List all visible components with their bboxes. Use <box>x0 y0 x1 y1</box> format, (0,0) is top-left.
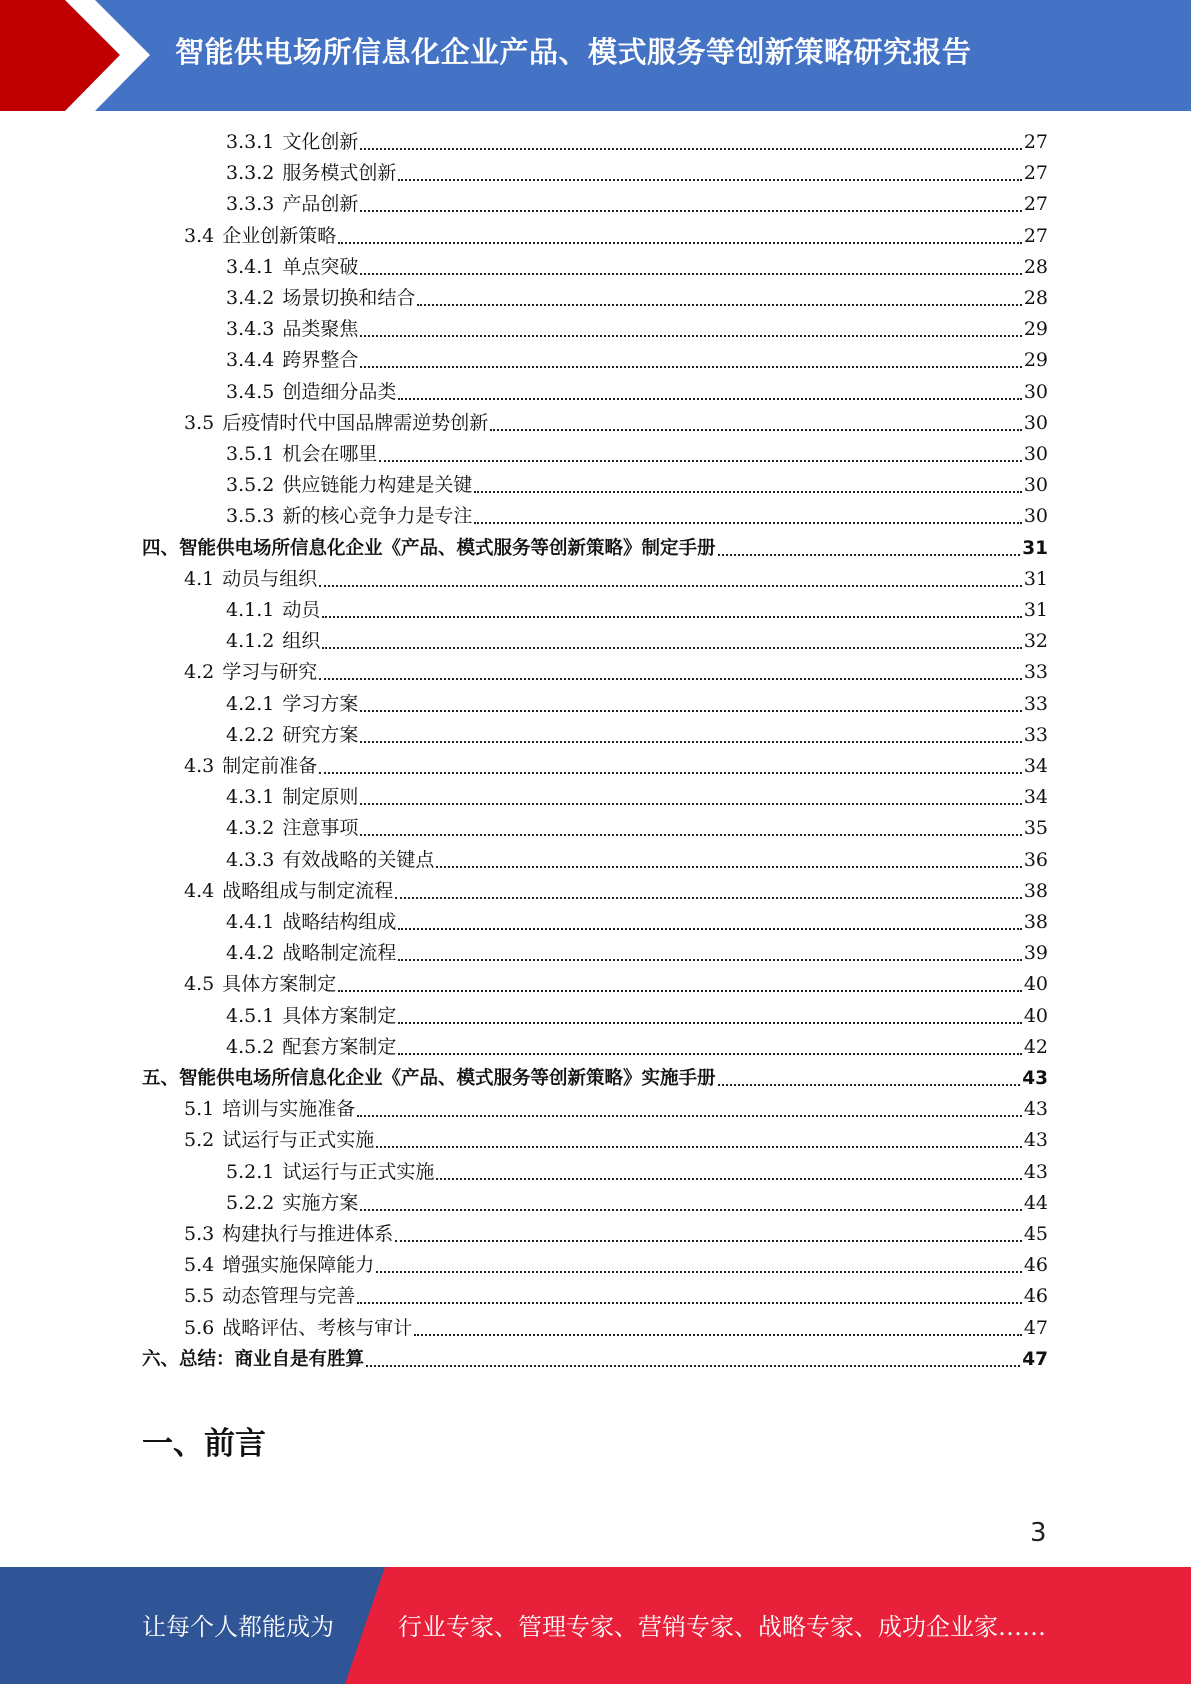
toc-entry-page: 28 <box>1023 255 1048 278</box>
toc-entry-title: 战略组成与制定流程 <box>222 879 394 902</box>
toc-entry-page: 47 <box>1022 1348 1048 1370</box>
toc-entry-number: 4.1.1 <box>226 599 275 621</box>
toc-entry-page: 33 <box>1023 661 1048 684</box>
toc-dot-leader <box>417 304 1021 306</box>
toc-entry-number: 3.3.2 <box>226 162 275 185</box>
toc-entry[interactable] <box>184 969 1048 1000</box>
toc-entry[interactable] <box>226 189 1048 220</box>
toc-entry-number: 3.5 <box>184 411 215 434</box>
toc-entry-title: 战略评估、考核与审计 <box>222 1316 413 1339</box>
toc-dot-leader <box>398 928 1021 930</box>
toc-entry-number: 4.4 <box>184 879 215 902</box>
toc-entry-page: 34 <box>1023 755 1048 777</box>
toc-entry-title: 场景切换和结合 <box>282 287 416 309</box>
toc-entry-title: 学习方案 <box>282 692 359 715</box>
toc-dot-leader <box>338 990 1022 992</box>
toc-entry-number: 3.4.2 <box>226 287 275 309</box>
toc-dot-leader <box>322 616 1021 618</box>
toc-dot-leader <box>322 647 1021 649</box>
toc-entry-title: 构建执行与推进体系 <box>222 1223 394 1245</box>
toc-entry-page: 31 <box>1022 537 1048 559</box>
toc-entry-page: 46 <box>1023 1254 1048 1277</box>
toc-entry[interactable] <box>226 595 1048 626</box>
toc-dot-leader <box>436 866 1021 868</box>
toc-entry-title: 学习与研究 <box>222 661 318 684</box>
toc-entry-title: 服务模式创新 <box>282 162 397 185</box>
toc-entry-title: 机会在哪里 <box>282 443 378 465</box>
toc-dot-leader <box>319 678 1022 680</box>
toc-entry-number: 3.4.3 <box>226 318 275 341</box>
toc-entry[interactable] <box>142 1063 1048 1094</box>
toc-entry[interactable] <box>184 1281 1048 1312</box>
toc-entry[interactable] <box>184 564 1048 595</box>
toc-dot-leader <box>366 1365 1020 1367</box>
toc-entry-page: 46 <box>1023 1285 1048 1308</box>
toc-entry-title: 增强实施保障能力 <box>222 1254 375 1277</box>
toc-entry-number: 5.1 <box>184 1098 215 1121</box>
toc-entry[interactable] <box>184 1219 1048 1250</box>
toc-entry[interactable] <box>184 221 1048 252</box>
toc-entry-page: 42 <box>1023 1035 1048 1058</box>
toc-entry-title: 产品创新 <box>282 193 359 216</box>
toc-entry-page: 45 <box>1023 1223 1048 1245</box>
toc-entry-number: 3.4.4 <box>226 349 275 372</box>
toc-dot-leader <box>398 959 1021 961</box>
toc-entry-number: 4.2.2 <box>226 723 275 746</box>
toc-entry-page: 34 <box>1023 786 1048 809</box>
toc-entry-page: 30 <box>1023 411 1048 434</box>
toc-entry[interactable] <box>226 938 1048 969</box>
toc-entry-title: 五、智能供电场所信息化企业《产品、模式服务等创新策略》实施手册 <box>142 1068 716 1089</box>
toc-dot-leader <box>360 710 1021 712</box>
toc-entry-number: 5.2 <box>184 1129 215 1152</box>
toc-entry-number: 4.4.1 <box>226 911 275 933</box>
toc-entry-number: 3.4.5 <box>226 380 275 403</box>
toc-entry[interactable] <box>226 158 1048 189</box>
toc-dot-leader <box>436 1178 1021 1180</box>
toc-entry-title: 有效战略的关键点 <box>282 848 435 871</box>
toc-entry-page: 40 <box>1023 973 1048 996</box>
toc-dot-leader <box>360 834 1021 836</box>
toc-entry-title: 动员与组织 <box>222 567 318 590</box>
toc-entry-page: 30 <box>1023 474 1048 497</box>
toc-entry-number: 4.3.2 <box>226 817 275 840</box>
toc-entry-page: 28 <box>1023 287 1048 309</box>
toc-entry-title: 具体方案制定 <box>222 973 337 996</box>
toc-dot-leader <box>360 335 1021 337</box>
toc-entry[interactable] <box>184 1250 1048 1281</box>
toc-dot-leader <box>474 522 1021 524</box>
toc-entry-page: 38 <box>1023 911 1048 933</box>
toc-entry-page: 47 <box>1023 1316 1048 1339</box>
toc-entry-title: 制定原则 <box>282 786 359 809</box>
toc-entry[interactable] <box>142 1344 1048 1375</box>
toc-entry-number: 4.5.2 <box>226 1035 275 1058</box>
toc-entry[interactable] <box>226 345 1048 376</box>
toc-entry-page: 35 <box>1023 817 1048 840</box>
toc-entry-page: 39 <box>1023 942 1048 965</box>
toc-entry-page: 29 <box>1023 318 1048 341</box>
toc-entry-page: 31 <box>1023 567 1048 590</box>
toc-entry-page: 43 <box>1023 1129 1048 1152</box>
footer-slogan-left: 让每个人都能成为 <box>142 1613 334 1641</box>
toc-entry-number: 4.3.1 <box>226 786 275 809</box>
toc-entry-title: 注意事项 <box>282 817 359 840</box>
toc-entry-title: 试运行与正式实施 <box>282 1160 435 1183</box>
toc-entry-title: 动态管理与完善 <box>222 1285 356 1308</box>
toc-entry[interactable] <box>184 1125 1048 1156</box>
toc-entry[interactable] <box>142 533 1048 564</box>
toc-entry[interactable] <box>226 907 1048 938</box>
toc-entry[interactable] <box>226 845 1048 876</box>
toc-entry[interactable] <box>226 439 1048 470</box>
toc-entry-title: 培训与实施准备 <box>222 1098 356 1121</box>
toc-entry-number: 4.5.1 <box>226 1004 275 1027</box>
toc-entry[interactable] <box>226 283 1048 314</box>
toc-entry[interactable] <box>226 626 1048 657</box>
toc-entry-title: 企业创新策略 <box>222 224 337 247</box>
footer-slogan-right: 行业专家、管理专家、营销专家、战略专家、成功企业家…… <box>398 1613 1046 1641</box>
toc-entry-page: 27 <box>1023 131 1048 153</box>
toc-dot-leader <box>319 772 1022 774</box>
toc-entry-number: 4.4.2 <box>226 942 275 965</box>
toc-entry[interactable] <box>226 720 1048 751</box>
page-footer <box>0 1567 1191 1684</box>
toc-dot-leader <box>357 1115 1022 1117</box>
toc-dot-leader <box>718 1084 1021 1086</box>
toc-entry-page: 27 <box>1023 224 1048 247</box>
toc-entry-title: 实施方案 <box>282 1191 359 1214</box>
toc-entry-title: 配套方案制定 <box>282 1035 397 1058</box>
toc-dot-leader <box>360 741 1021 743</box>
toc-dot-leader <box>379 460 1021 462</box>
toc-dot-leader <box>360 803 1021 805</box>
toc-entry-page: 31 <box>1023 599 1048 621</box>
toc-dot-leader <box>360 148 1021 150</box>
toc-entry-number: 5.2.2 <box>226 1191 275 1214</box>
toc-dot-leader <box>360 210 1021 212</box>
toc-entry-page: 44 <box>1023 1191 1048 1214</box>
toc-dot-leader <box>398 1053 1021 1055</box>
toc-entry-number: 4.2 <box>184 661 215 684</box>
page-number: 3 <box>1030 1518 1047 1548</box>
toc-entry-number: 4.3.3 <box>226 848 275 871</box>
toc-entry[interactable] <box>226 470 1048 501</box>
toc-dot-leader <box>395 897 1022 899</box>
toc-entry-number: 4.3 <box>184 755 215 777</box>
toc-dot-leader <box>398 179 1021 181</box>
section-heading: 一、前言 <box>142 1426 266 1462</box>
toc-entry-number: 3.3.3 <box>226 193 275 216</box>
toc-entry-title: 试运行与正式实施 <box>222 1129 375 1152</box>
toc-entry[interactable] <box>226 377 1048 408</box>
toc-entry-page: 33 <box>1023 692 1048 715</box>
toc-dot-leader <box>376 1146 1022 1148</box>
toc-entry-title: 研究方案 <box>282 723 359 746</box>
toc-entry-title: 具体方案制定 <box>282 1004 397 1027</box>
toc-entry-title: 单点突破 <box>282 255 359 278</box>
page-header <box>0 0 1191 111</box>
toc-entry-number: 5.3 <box>184 1223 215 1245</box>
toc-entry-number: 5.2.1 <box>226 1160 275 1183</box>
toc-dot-leader <box>395 1240 1022 1242</box>
toc-entry[interactable] <box>226 1157 1048 1188</box>
toc-dot-leader <box>718 554 1021 556</box>
toc-entry-page: 43 <box>1022 1068 1048 1089</box>
toc-entry-number: 4.1 <box>184 567 215 590</box>
toc-entry-title: 组织 <box>282 630 321 653</box>
toc-entry-page: 40 <box>1023 1004 1048 1027</box>
toc-entry-number: 5.5 <box>184 1285 215 1308</box>
toc-entry[interactable] <box>226 1188 1048 1219</box>
toc-entry-title: 品类聚焦 <box>282 318 359 341</box>
toc-entry-number: 3.4.1 <box>226 255 275 278</box>
toc-entry-page: 43 <box>1023 1160 1048 1183</box>
toc-entry[interactable] <box>226 127 1048 158</box>
toc-entry-number: 5.4 <box>184 1254 215 1277</box>
toc-entry-page: 38 <box>1023 879 1048 902</box>
toc-entry-title: 战略结构组成 <box>282 911 397 933</box>
toc-entry-number: 4.5 <box>184 973 215 996</box>
toc-entry-page: 33 <box>1023 723 1048 746</box>
toc-dot-leader <box>376 1271 1022 1273</box>
toc-entry-page: 27 <box>1023 162 1048 185</box>
toc-entry[interactable] <box>184 751 1048 782</box>
toc-entry-title: 动员 <box>282 599 321 621</box>
toc-entry[interactable] <box>226 252 1048 283</box>
toc-entry[interactable] <box>226 689 1048 720</box>
toc-dot-leader <box>398 398 1021 400</box>
toc-entry-number: 3.4 <box>184 224 215 247</box>
toc-entry-page: 30 <box>1023 380 1048 403</box>
toc-dot-leader <box>319 585 1022 587</box>
toc-entry-title: 制定前准备 <box>222 755 318 777</box>
toc-entry-page: 32 <box>1023 630 1048 653</box>
toc-entry-title: 跨界整合 <box>282 349 359 372</box>
toc-entry-title: 战略制定流程 <box>282 942 397 965</box>
toc-entry[interactable] <box>184 1313 1048 1344</box>
toc-entry[interactable] <box>226 501 1048 532</box>
toc-entry-page: 30 <box>1023 443 1048 465</box>
toc-entry-number: 4.2.1 <box>226 692 275 715</box>
toc-entry-number: 3.5.3 <box>226 505 275 528</box>
toc-entry[interactable] <box>226 1032 1048 1063</box>
toc-dot-leader <box>360 366 1021 368</box>
toc-entry-number: 5.6 <box>184 1316 215 1339</box>
toc-entry[interactable] <box>226 314 1048 345</box>
toc-entry[interactable] <box>184 1094 1048 1125</box>
toc-entry[interactable] <box>226 813 1048 844</box>
toc-entry[interactable] <box>184 876 1048 907</box>
toc-entry[interactable] <box>184 657 1048 688</box>
toc-dot-leader <box>338 242 1022 244</box>
toc-entry[interactable] <box>226 1001 1048 1032</box>
toc-entry-page: 43 <box>1023 1098 1048 1121</box>
toc-entry-number: 3.3.1 <box>226 131 275 153</box>
toc-entry-page: 29 <box>1023 349 1048 372</box>
toc-entry-number: 4.1.2 <box>226 630 275 653</box>
toc-entry[interactable] <box>184 408 1048 439</box>
toc-dot-leader <box>360 273 1021 275</box>
header-title: 智能供电场所信息化企业产品、模式服务等创新策略研究报告 <box>175 35 972 69</box>
toc-entry-title: 供应链能力构建是关键 <box>282 474 473 497</box>
toc-entry[interactable] <box>226 782 1048 813</box>
toc-entry-page: 27 <box>1023 193 1048 216</box>
toc-entry-title: 后疫情时代中国品牌需逆势创新 <box>222 411 489 434</box>
toc-entry-page: 30 <box>1023 505 1048 528</box>
toc-entry-title: 创造细分品类 <box>282 380 397 403</box>
toc-entry-title: 四、智能供电场所信息化企业《产品、模式服务等创新策略》制定手册 <box>142 537 716 559</box>
toc-entry-number: 3.5.1 <box>226 443 275 465</box>
toc-dot-leader <box>414 1334 1022 1336</box>
toc-entry-title: 文化创新 <box>282 131 359 153</box>
toc-dot-leader <box>398 1022 1021 1024</box>
toc-entry-number: 3.5.2 <box>226 474 275 497</box>
toc-dot-leader <box>357 1302 1022 1304</box>
toc-entry-page: 36 <box>1023 848 1048 871</box>
toc-dot-leader <box>490 429 1022 431</box>
toc-entry-title: 六、总结：商业自是有胜算 <box>142 1348 365 1370</box>
toc-dot-leader <box>360 1209 1021 1211</box>
toc-dot-leader <box>474 491 1021 493</box>
toc-entry-title: 新的核心竞争力是专注 <box>282 505 473 528</box>
